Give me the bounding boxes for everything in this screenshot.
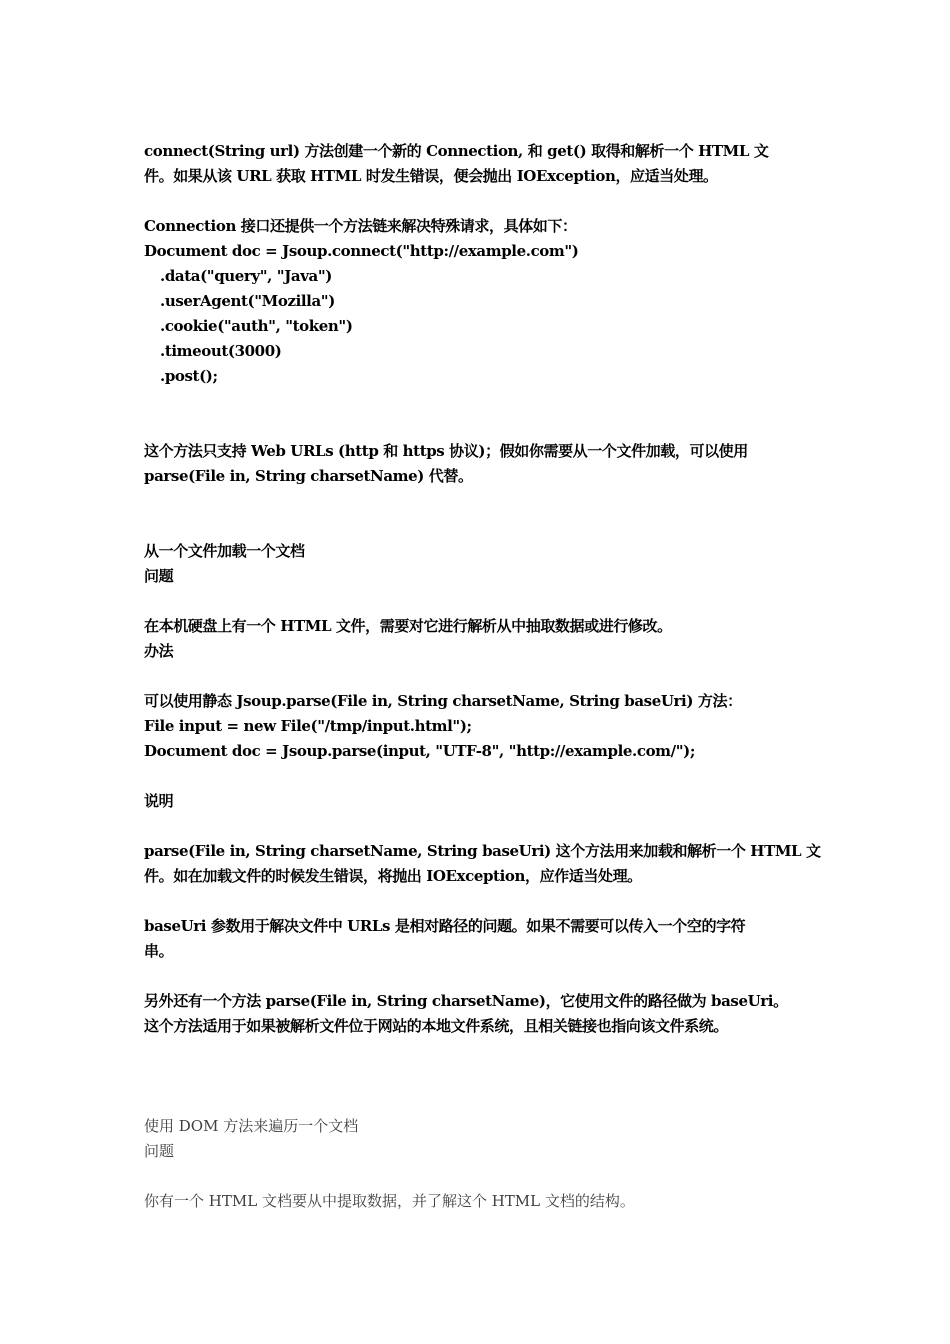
section-note-label [144, 789, 812, 814]
code-block-connect [144, 239, 812, 389]
code-line: .post(); [160, 367, 218, 385]
code-line: Document doc = Jsoup.connect("http://example.com") [144, 242, 579, 260]
bold-content [144, 139, 821, 1039]
document-page [144, 139, 821, 1214]
text-line: 从一个文件加载一个文档 [144, 542, 305, 560]
code-line: Document doc = Jsoup.parse(input, "UTF-8", "http://example.com/"); [144, 742, 695, 760]
section-solution-load-file [144, 689, 812, 764]
text-line: 说明 [144, 792, 174, 810]
section-title-dom-traversal [144, 1114, 812, 1164]
text-line: parse(File in, String charsetName) 代替。 [144, 467, 473, 485]
note-parse-path [144, 989, 812, 1039]
text-line: Connection 接口还提供一个方法链来解决特殊请求，具体如下： [144, 217, 577, 235]
code-line: File input = new File("/tmp/input.html"); [144, 717, 472, 735]
text-line: 你有一个 HTML 文档要从中提取数据，并了解这个 HTML 文档的结构。 [144, 1192, 635, 1210]
section-title-load-file [144, 539, 812, 589]
text-line: 这个方法适用于如果被解析文件位于网站的本地文件系统，且相关链接也指向该文件系统。 [144, 1017, 729, 1035]
text-line: 串。 [144, 942, 174, 960]
text-line: parse(File in, String charsetName, String baseUri) 这个方法用来加载和解析一个 HTML 文 [144, 842, 821, 860]
text-line: 另外还有一个方法 parse(File in, String charsetName)，它使用文件的路径做为 baseUri。 [144, 992, 788, 1010]
text-line: 问题 [144, 567, 174, 585]
text-line: baseUri 参数用于解决文件中 URLs 是相对路径的问题。如果不需要可以传入一个空的字符 [144, 917, 746, 935]
text-line: 问题 [144, 1142, 175, 1160]
paragraph-method-chain-intro [144, 214, 812, 239]
text-line: 可以使用静态 Jsoup.parse(File in, String charsetName, String baseUri) 方法： [144, 692, 742, 710]
text-line: 件。如在加载文件的时候发生错误，将抛出 IOException，应作适当处理。 [144, 867, 642, 885]
text-line: 使用 DOM 方法来遍历一个文档 [144, 1117, 359, 1135]
paragraph-connect [144, 139, 812, 189]
text-line: 在本机硬盘上有一个 HTML 文件，需要对它进行解析从中抽取数据或进行修改。 [144, 617, 672, 635]
code-line: .data("query", "Java") [160, 267, 332, 285]
code-line: .userAgent("Mozilla") [160, 292, 335, 310]
note-baseuri [144, 914, 812, 964]
section-problem-load-file [144, 614, 812, 664]
text-line: connect(String url) 方法创建一个新的 Connection, 和 get() 取得和解析一个 HTML 文 [144, 142, 769, 160]
code-line: .cookie("auth", "token") [160, 317, 353, 335]
section-problem-dom-traversal [144, 1189, 812, 1214]
paragraph-web-urls-only [144, 439, 812, 489]
text-line: 办法 [144, 642, 174, 660]
code-line: .timeout(3000) [160, 342, 282, 360]
text-line: 这个方法只支持 Web URLs (http 和 https 协议)；假如你需要从一个文件加载，可以使用 [144, 442, 748, 460]
note-parse-method [144, 839, 821, 889]
text-line: 件。如果从该 URL 获取 HTML 时发生错误，便会抛出 IOException，应适当处理。 [144, 167, 718, 185]
light-content [144, 1114, 812, 1214]
